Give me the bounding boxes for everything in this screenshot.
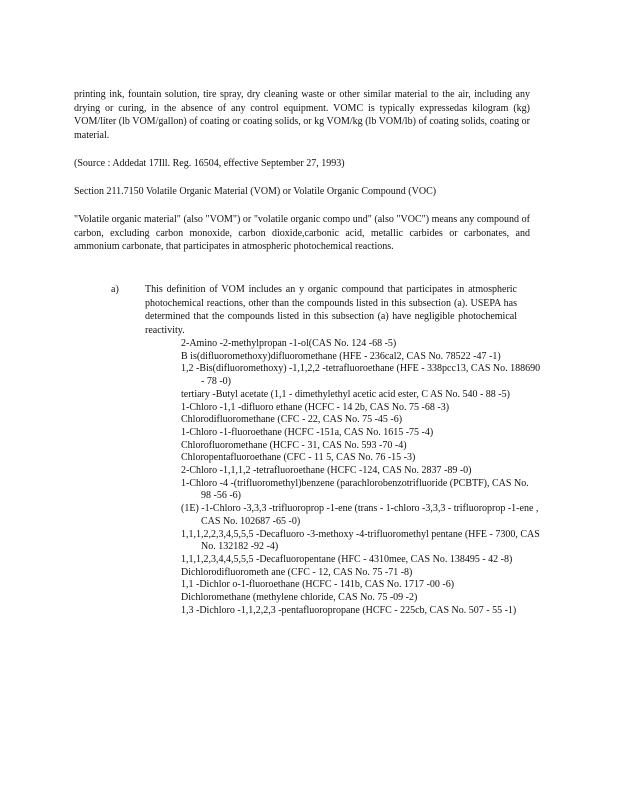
source-note: (Source : Addedat 17Ill. Reg. 16504, effective September 27, 1993) bbox=[74, 158, 345, 169]
list-item: 1-Chloro -4 -(trifluoromethyl)benzene (parachlorobenzotrifluoride (PCBTF), CAS No. 98 -56 -6) bbox=[181, 477, 529, 502]
intro-paragraph: printing ink, fountain solution, tire spray, dry cleaning waste or other similar material to the air, including any drying or curing, in the absence of any control equipment. VOMC is typically expressedas kilogram (kg) VOM/liter (lb VOM/gallon) of coating or coating solids, or kg VOM/kg (lb VOM/lb) of coating solids, coating or material. bbox=[74, 89, 530, 141]
list-item: 1,1 -Dichlor o-1-fluoroethane (HCFC - 141b, CAS No. 1717 -00 -6) bbox=[181, 579, 455, 591]
list-item: 1,2 -Bis(difluoromethoxy) -1,1,2,2 -tetrafluoroethane (HFE - 338pcc13, CAS No. 188690 - 78 -0) bbox=[181, 363, 541, 388]
list-item: 1-Chloro -1-fluoroethane (HCFC -151a, CAS No. 1615 -75 -4) bbox=[181, 426, 434, 438]
list-item: (1E) -1-Chloro -3,3,3 -trifluoroprop -1-ene (trans - 1-chloro -3,3,3 - trifluoroprop -1-ene , CAS No. 102687 -65 -0) bbox=[181, 503, 539, 527]
list-item: Chlorodifluoromethane (CFC - 22, CAS No. 75 -45 -6) bbox=[181, 414, 403, 426]
compound-list bbox=[181, 338, 541, 617]
list-item: 1,3 -Dichloro -1,1,2,2,3 -pentafluoropropane (HCFC - 225cb, CAS No. 507 - 55 -1) bbox=[181, 604, 517, 616]
list-item: tertiary -Butyl acetate (1,1 - dimethylethyl acetic acid ester, C AS No. 540 - 88 -5) bbox=[181, 388, 510, 400]
definition-paragraph: "Volatile organic material" (also "VOM") or "volatile organic compo und" (also "VOC") means any compound of carbon, excluding carbon monoxide, carbon dioxide,carbonic acid, metallic carbides or carbonates, and ammonium carbonate, that participates in atmospheric photochemical reactions. bbox=[74, 214, 530, 253]
list-item: Dichlorodifluorometh ane (CFC - 12, CAS No. 75 -71 -8) bbox=[181, 566, 413, 578]
list-item: Chloropentafluoroethane (CFC - 11 5, CAS No. 76 -15 -3) bbox=[181, 452, 416, 464]
subsection-text: This definition of VOM includes an y organic compound that participates in atmospheric photochemical reactions, other than the compounds listed in this subsection (a). USEPA has determined that the compounds listed in this subsection (a) have negligible photochemical reactivity. bbox=[145, 284, 517, 336]
list-item: Chlorofluoromethane (HCFC - 31, CAS No. 593 -70 -4) bbox=[181, 439, 407, 451]
list-item: 1,1,1,2,2,3,4,5,5,5 -Decafluoro -3-methoxy -4-trifluoromethyl pentane (HFE - 7300, CAS No. 132182 -92 -4) bbox=[181, 528, 540, 553]
list-item: B is(difluoromethoxy)difluoromethane (HFE - 236cal2, CAS No. 78522 -47 -1) bbox=[181, 350, 501, 362]
list-item: 2-Amino -2-methylpropan -1-ol(CAS No. 124 -68 -5) bbox=[181, 338, 397, 349]
list-item: 1,1,1,2,3,4,4,5,5,5 -Decafluoropentane (HFC - 4310mee, CAS No. 138495 - 42 -8) bbox=[181, 553, 513, 565]
subsection-label: a) bbox=[111, 284, 119, 295]
list-item: 1-Chloro -1,1 -difluoro ethane (HCFC - 14 2b, CAS No. 75 -68 -3) bbox=[181, 401, 450, 413]
list-item: 2-Chloro -1,1,1,2 -tetrafluoroethane (HCFC -124, CAS No. 2837 -89 -0) bbox=[181, 465, 472, 477]
list-item: Dichloromethane (methylene chloride, CAS No. 75 -09 -2) bbox=[181, 592, 418, 604]
section-heading: Section 211.7150 Volatile Organic Material (VOM) or Volatile Organic Compound (VOC) bbox=[74, 186, 437, 197]
